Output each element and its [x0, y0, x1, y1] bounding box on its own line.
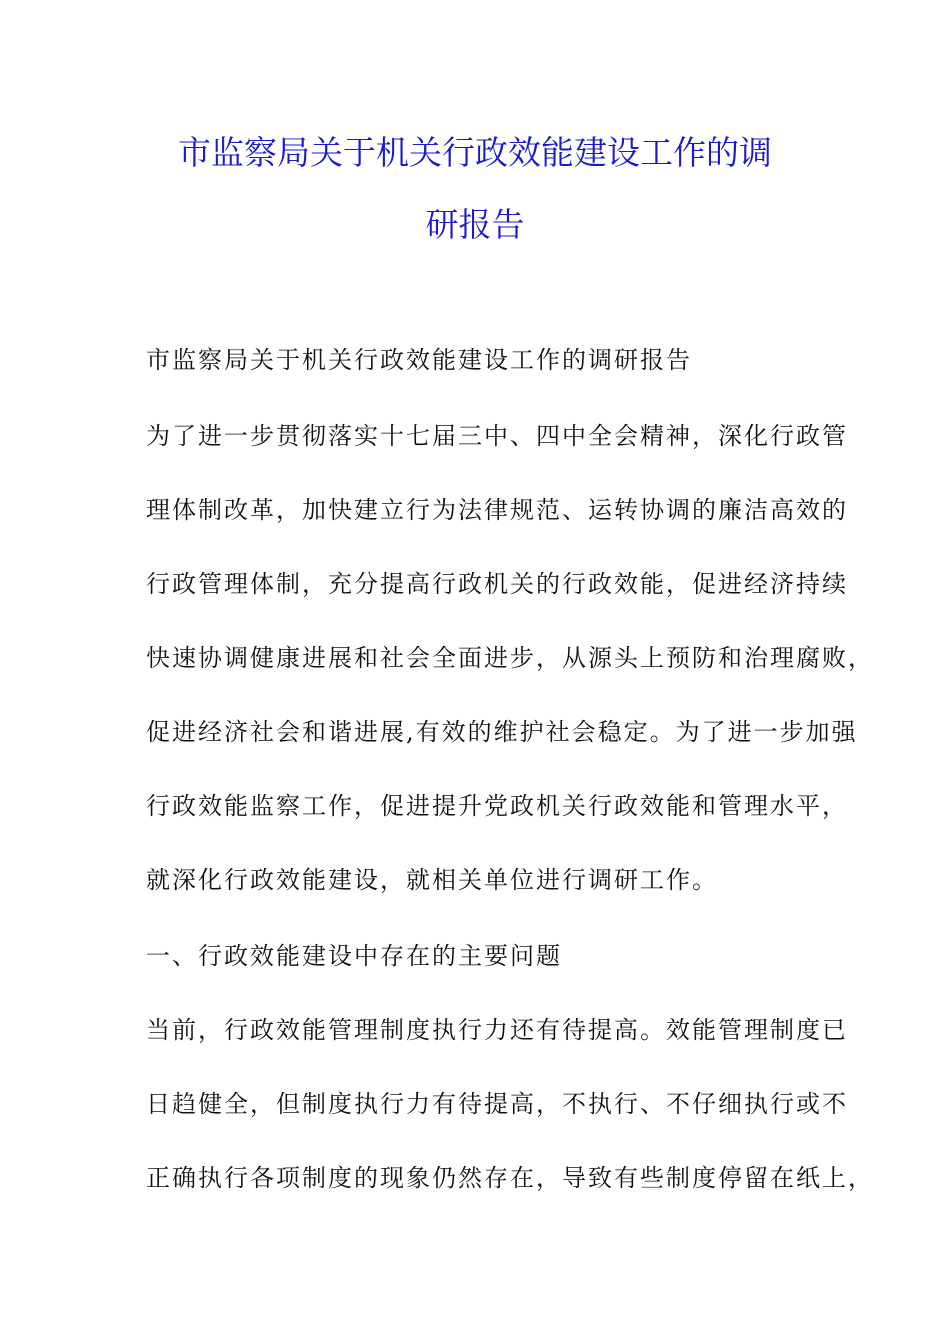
body-line-2: 为了进一步贯彻落实十七届三中、四中全会精神，深化行政管: [146, 422, 848, 450]
body-line-7: 行政效能监察工作，促进提升党政机关行政效能和管理水平，: [146, 792, 848, 820]
document-title-line-1: 市监察局关于机关行政效能建设工作的调: [178, 133, 772, 172]
document-title-line-2: 研报告: [425, 205, 525, 244]
body-line-3: 理体制改革，加快建立行为法律规范、运转协调的廉洁高效的: [146, 496, 848, 524]
body-line-6: 促进经济社会和谐进展,有效的维护社会稳定。为了进一步加强: [146, 718, 858, 746]
body-line-1: 市监察局关于机关行政效能建设工作的调研报告: [146, 346, 692, 374]
body-line-4: 行政管理体制，充分提高行政机关的行政效能，促进经济持续: [146, 570, 848, 598]
body-line-11: 日趋健全，但制度执行力有待提高，不执行、不仔细执行或不: [146, 1090, 848, 1118]
body-line-8: 就深化行政效能建设，就相关单位进行调研工作。: [146, 866, 718, 894]
section-heading-1: 一、行政效能建设中存在的主要问题: [146, 942, 562, 970]
body-line-10: 当前，行政效能管理制度执行力还有待提高。效能管理制度已: [146, 1016, 848, 1044]
body-line-5: 快速协调健康进展和社会全面进步，从源头上预防和治理腐败，: [146, 644, 874, 672]
body-line-12: 正确执行各项制度的现象仍然存在，导致有些制度停留在纸上，: [146, 1164, 874, 1192]
